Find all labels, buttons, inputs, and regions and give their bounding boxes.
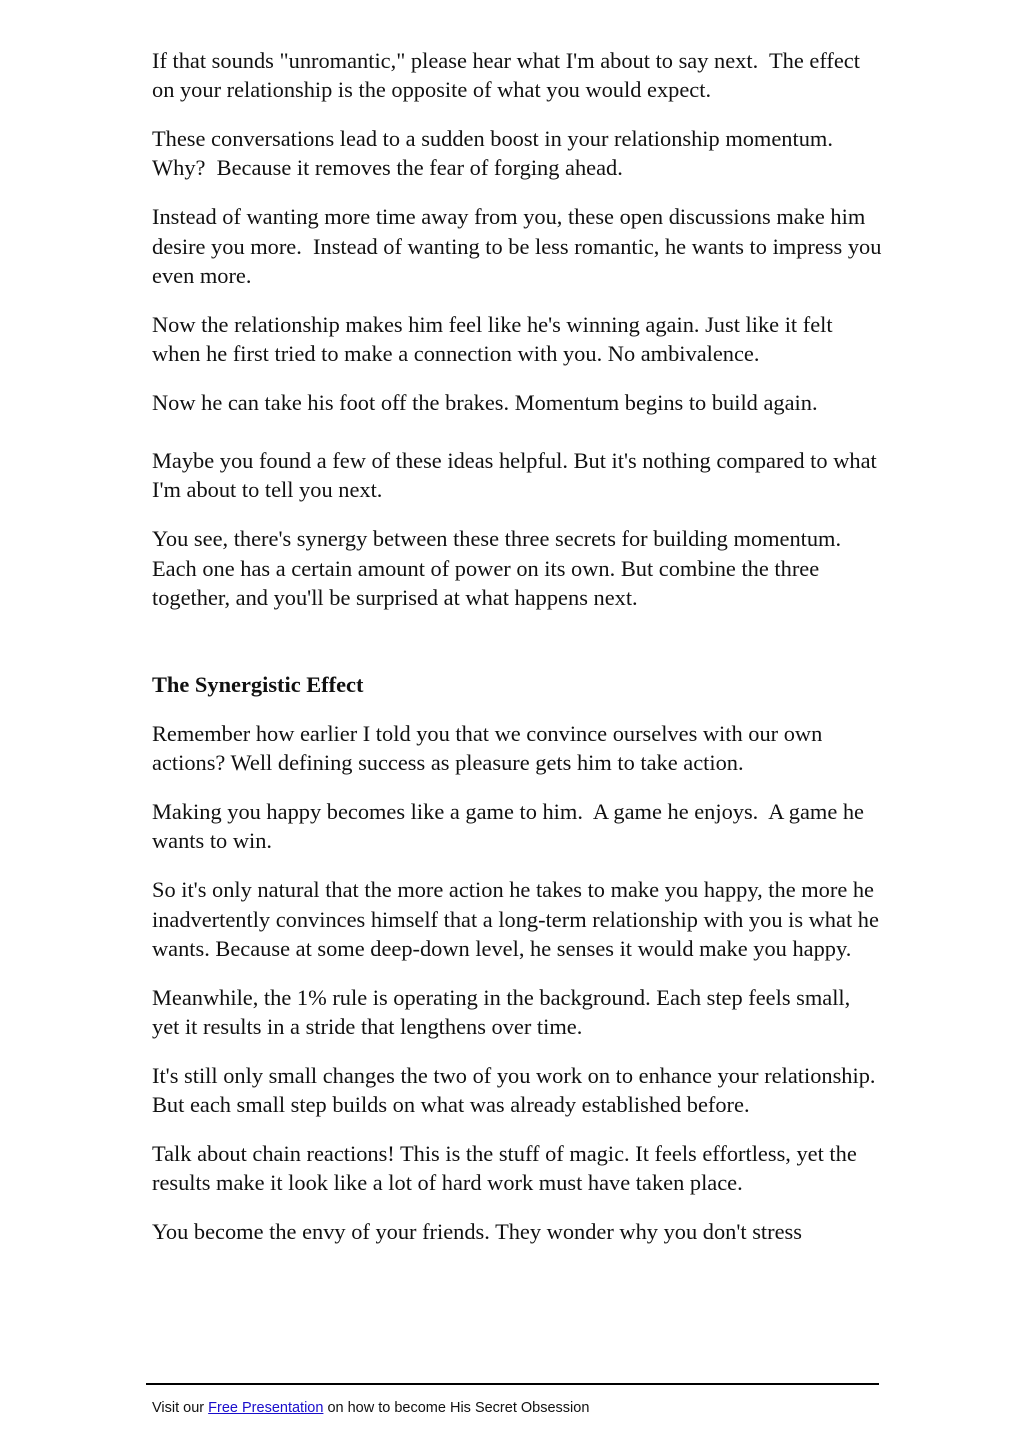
paragraph: Instead of wanting more time away from you, these open discussions make him desire you more. Instead of wanting to be less romantic, he wants to impress you even more. [152, 204, 888, 288]
paragraph: Talk about chain reactions! This is the stuff of magic. It feels effortless, yet the results make it look like a lot of hard work must have taken place. [152, 1141, 863, 1196]
footer-prefix: Visit our [152, 1400, 209, 1416]
paragraph: If that sounds "unromantic," please hear what I'm about to say next. The effect on your relationship is the opposite of what you would expect. [152, 48, 866, 103]
paragraph: Meanwhile, the 1% rule is operating in the background. Each step feels small, yet it results in a stride that lengthens over time. [152, 984, 856, 1040]
page-footer [152, 1399, 589, 1417]
paragraph: It's still only small changes the two of you work on to enhance your relationship. But each small step builds on what was already established before. [152, 1063, 882, 1118]
section-heading: The Synergistic Effect [152, 672, 364, 698]
paragraph: Making you happy becomes like a game to him. A game he enjoys. A game he wants to win. [152, 799, 870, 854]
paragraph: Now the relationship makes him feel like he's winning again. Just like it felt when he first tried to make a connection with you. No ambivalence. [152, 311, 839, 367]
paragraph: Maybe you found a few of these ideas helpful. But it's nothing compared to what I'm about to tell you next. [152, 448, 883, 503]
paragraph: So it's only natural that the more action he takes to make you happy, the more he inadvertently convinces himself that a long-term relationship with you is what he wants. Because at some deep-down level, he senses it would make you happy. [152, 877, 885, 961]
paragraph: You see, there's synergy between these three secrets for building momentum. Each one has a certain amount of power on its own. But combine the three together, and you'll be surprised at what happens next. [152, 526, 847, 610]
paragraph: Remember how earlier I told you that we convince ourselves with our own actions? Well defining success as pleasure gets him to take action. [152, 721, 828, 776]
free-presentation-link[interactable]: Free Presentation [208, 1400, 324, 1416]
paragraph: You become the envy of your friends. They wonder why you don't stress [152, 1219, 802, 1245]
footer-divider [146, 1383, 879, 1385]
paragraph: Now he can take his foot off the brakes. Momentum begins to build again. [152, 390, 818, 416]
paragraph: These conversations lead to a sudden boost in your relationship momentum. Why? Because it removes the fear of forging ahead. [152, 126, 844, 181]
footer-suffix: on how to become His Secret Obsession [323, 1400, 590, 1416]
document-body [152, 46, 888, 1266]
